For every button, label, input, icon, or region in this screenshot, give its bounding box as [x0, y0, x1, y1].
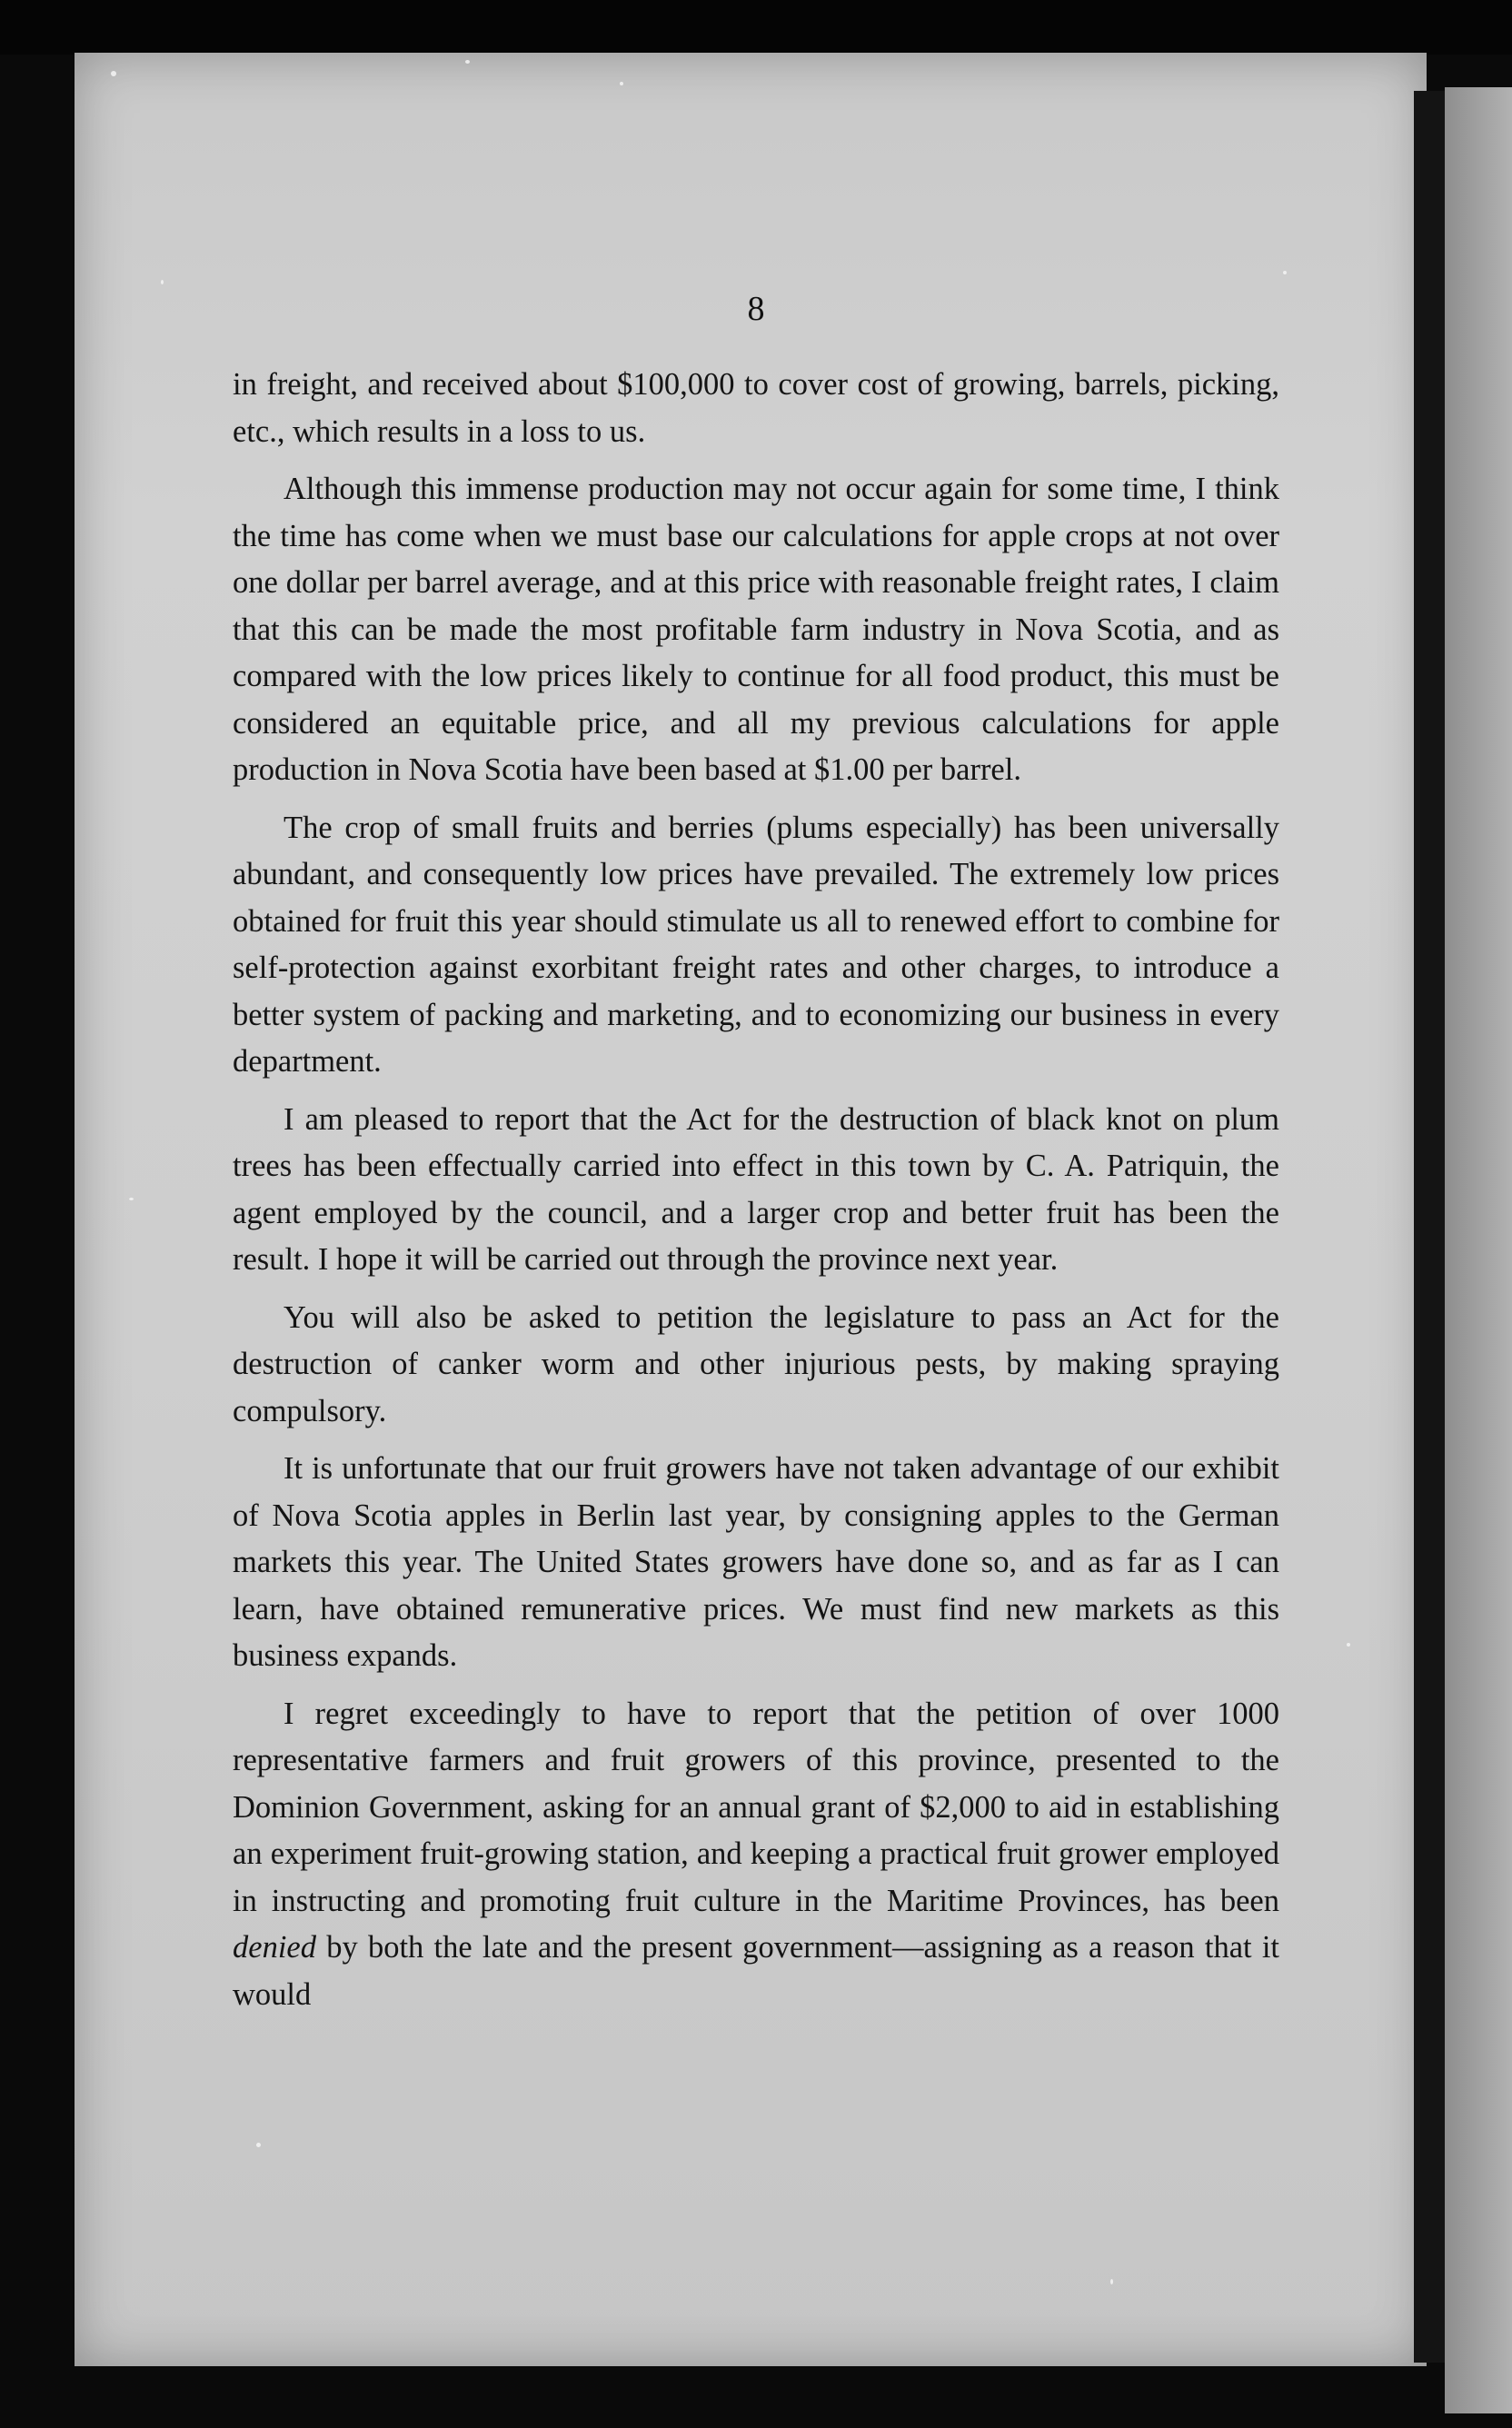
body-text	[233, 362, 1279, 2029]
paragraph-7	[233, 1691, 1279, 2019]
paragraph-2: Although this immense production may not occur again for some time, I think the time has come when we must base our calculations for apple crops at not over one dollar per barrel average, and at this price with reasonable freight rates, I claim that this can be made the most profitable farm industry in Nova Scotia, and as compared with the low prices likely to continue for all food product, this must be considered an equitable price, and all my previous calculations for apple production in Nova Scotia have been based at $1.00 per barrel.	[233, 472, 1279, 787]
paragraph-4: I am pleased to report that the Act for the destruction of black knot on plum trees has been effectually carried into effect in this town by C. A. Patriquin, the agent employed by the council, and a larger crop and better fruit has been the result. I hope it will be carried out through the province next year.	[233, 1101, 1279, 1277]
paragraph-3: The crop of small fruits and berries (plums especially) has been universally abundant, and consequently low prices have prevailed. The extremely low prices obtained for fruit this year should stimulate us all to renewed effort to combine for self-protection against exorbitant freight rates and other charges, to introduce a better system of packing and marketing, and to economizing our business in every department.	[233, 810, 1279, 1079]
paragraph-6: It is unfortunate that our fruit growers have not taken advantage of our exhibit of Nova Scotia apples in Berlin last year, by consigning apples to the German markets this year. The United States growers have done so, and as far as I can learn, have obtained remunerative prices. We must find new markets as this business expands.	[233, 1451, 1279, 1673]
film-edge-top	[0, 0, 1512, 55]
emphasized-word: denied	[233, 1930, 316, 1965]
page-spine-shadow	[1414, 91, 1445, 2363]
paragraph-5: You will also be asked to petition the legislature to pass an Act for the destruction of canker worm and other injurious pests, by making spraying compulsory.	[233, 1299, 1279, 1428]
page-number: 8	[747, 290, 765, 328]
paragraph-7-part-1: I regret exceedingly to have to report that the petition of over 1000 representative farmers and fruit growers of this province, presented to the Dominion Government, asking for an annual grant of $2,000 to aid in establishing an experiment fruit-growing station, and keeping a practical fruit grower employed in instructing and promoting fruit culture in the Maritime Provinces, has been	[233, 1696, 1279, 1918]
adjacent-page-edge	[1445, 87, 1512, 2413]
paragraph-1: in freight, and received about $100,000 to cover cost of growing, barrels, picking, etc., which results in a loss to us.	[233, 367, 1279, 449]
paragraph-7-part-2: by both the late and the present government—assigning as a reason that it would	[233, 1930, 1279, 2012]
